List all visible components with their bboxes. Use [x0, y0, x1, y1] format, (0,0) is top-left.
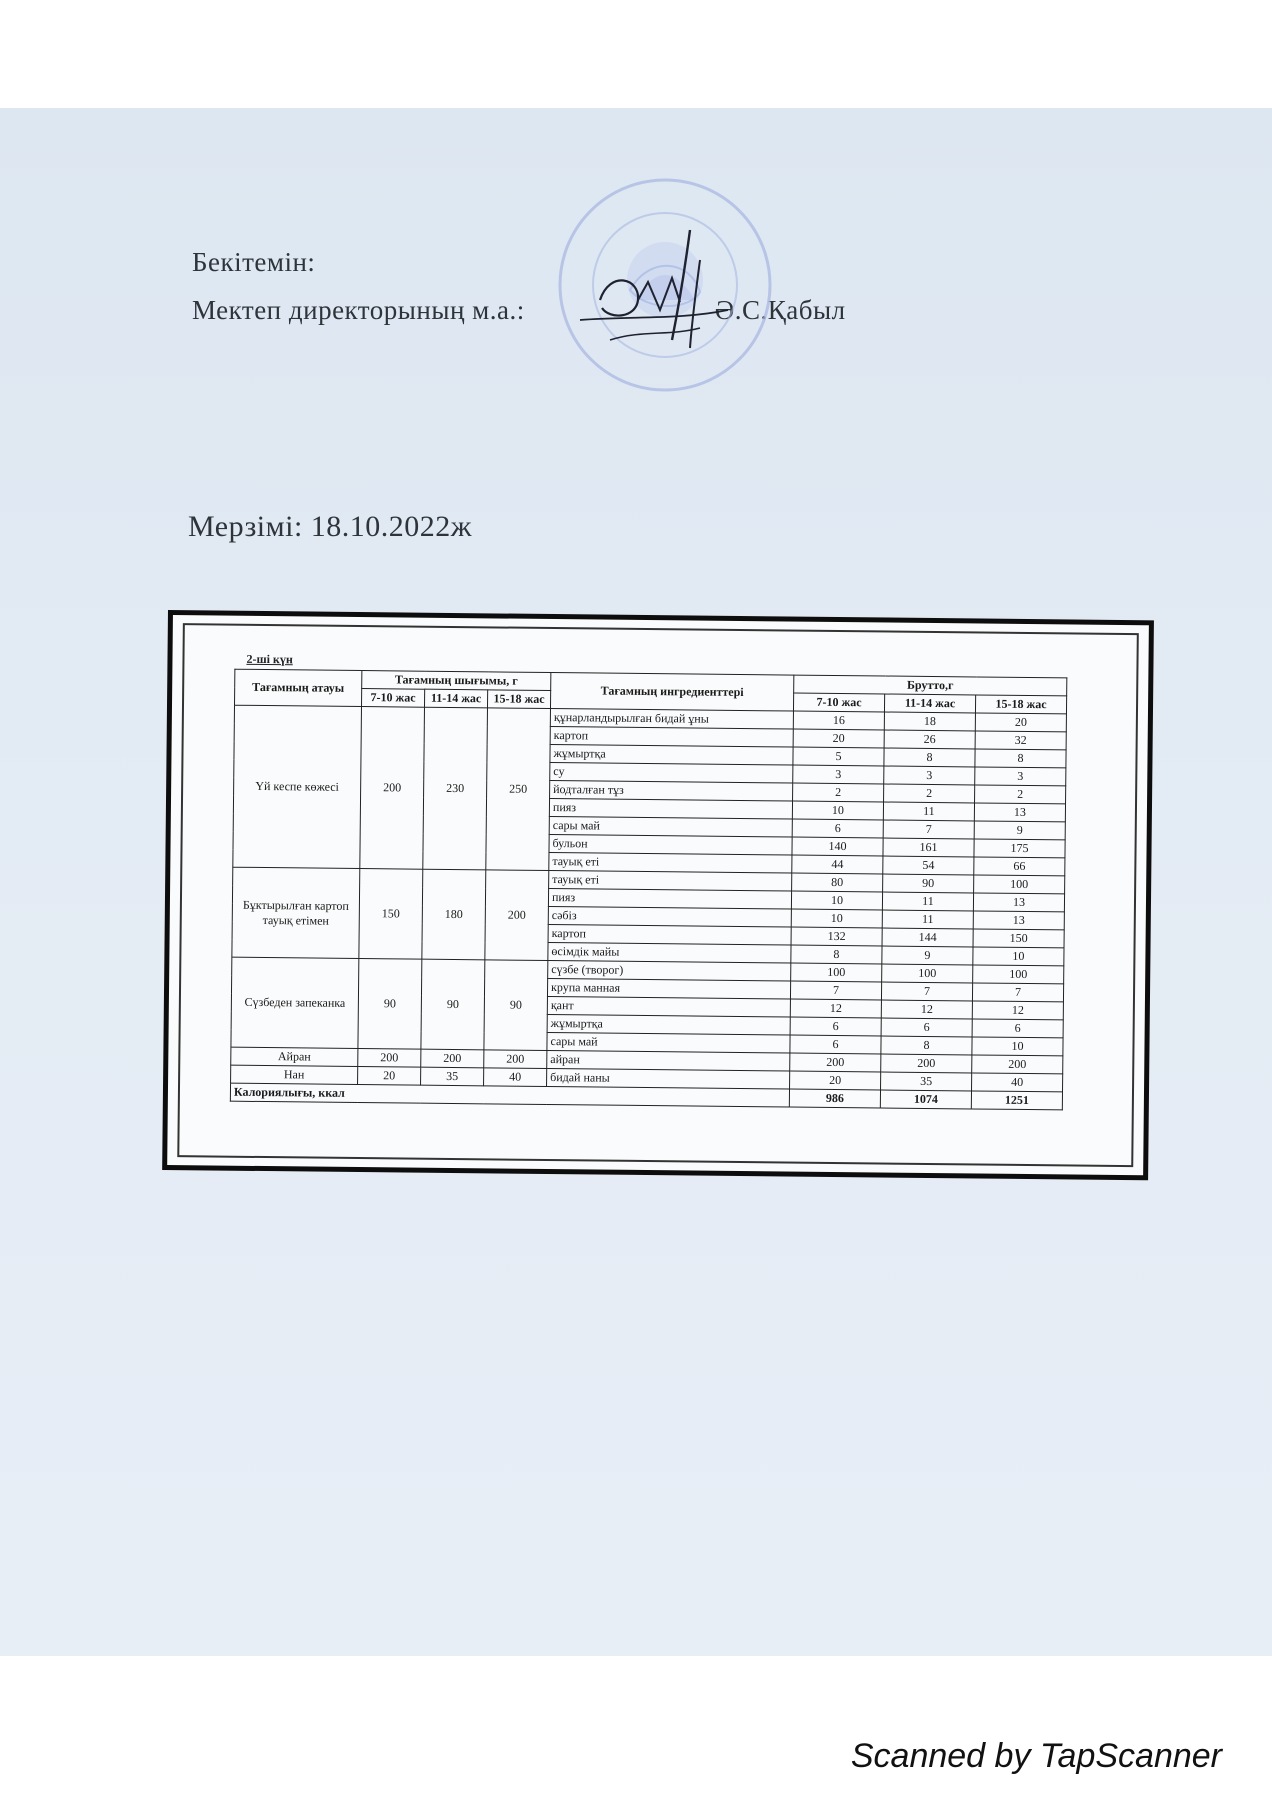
ingredient-cell: су [550, 763, 793, 784]
dish-name-cell: Үй кеспе көжесі [233, 705, 362, 868]
ingredient-cell: йодталған тұз [550, 781, 793, 802]
brutto-cell: 8 [975, 749, 1066, 768]
brutto-cell: 6 [792, 819, 883, 838]
header-ingredients: Тағамның ингредиенттері [550, 673, 793, 712]
brutto-cell: 8 [884, 748, 975, 767]
brutto-cell: 7 [881, 982, 972, 1001]
output-cell: 200 [421, 1049, 484, 1068]
brutto-cell: 3 [793, 765, 884, 784]
brutto-cell: 6 [790, 1017, 881, 1036]
menu-table-frame [162, 610, 1154, 1180]
brutto-cell: 13 [974, 803, 1065, 822]
calories-value: 1251 [971, 1091, 1062, 1110]
stamp-and-signature [540, 170, 790, 400]
ingredient-cell: бидай наны [547, 1068, 790, 1089]
output-cell: 180 [422, 869, 486, 960]
header-dish-name: Тағамның атауы [235, 669, 362, 706]
brutto-cell: 20 [975, 713, 1066, 732]
ingredient-cell: қант [547, 996, 790, 1017]
ingredient-cell: айран [547, 1050, 790, 1071]
brutto-cell: 20 [790, 1071, 881, 1090]
brutto-cell: 8 [791, 945, 882, 964]
brutto-cell: 200 [790, 1053, 881, 1072]
brutto-cell: 18 [884, 712, 975, 731]
ingredient-cell: пияз [548, 889, 791, 910]
ingredient-cell: картоп [550, 727, 793, 748]
ingredient-cell: жұмыртқа [550, 745, 793, 766]
ingredient-cell: жұмыртқа [547, 1014, 790, 1035]
approve-label: Бекітемін: [192, 247, 316, 277]
brutto-cell: 150 [973, 929, 1064, 948]
brutto-cell: 200 [972, 1055, 1063, 1074]
brutto-cell: 32 [975, 731, 1066, 750]
brutto-cell: 10 [973, 947, 1064, 966]
brutto-cell: 3 [884, 766, 975, 785]
scanner-watermark: Scanned by TapScanner [850, 1737, 1222, 1775]
brutto-cell: 6 [972, 1019, 1063, 1038]
header-output-age: 11-14 жас [424, 689, 487, 708]
header-output-age: 15-18 жас [487, 690, 550, 709]
brutto-cell: 5 [793, 747, 884, 766]
day-label: 2-ші күн [246, 651, 293, 667]
brutto-cell: 66 [974, 857, 1065, 876]
brutto-cell: 200 [881, 1054, 972, 1073]
brutto-cell: 161 [883, 838, 974, 857]
brutto-cell: 12 [790, 999, 881, 1018]
ingredient-cell: картоп [548, 924, 791, 945]
ingredient-cell: бульон [549, 835, 792, 856]
director-label: Мектеп директорының м.а.: [192, 295, 525, 325]
output-cell: 40 [484, 1068, 547, 1087]
ingredient-cell: құнарландырылған бидай ұны [550, 709, 793, 730]
brutto-cell: 13 [973, 911, 1064, 930]
calories-value: 986 [789, 1089, 880, 1108]
brutto-cell: 20 [793, 729, 884, 748]
output-cell: 90 [421, 959, 485, 1050]
output-cell: 90 [484, 960, 548, 1051]
ingredient-cell: өсімдік майы [548, 942, 791, 963]
brutto-cell: 100 [791, 963, 882, 982]
deadline-text: Мерзімі: 18.10.2022ж [188, 510, 473, 543]
brutto-cell: 100 [974, 875, 1065, 894]
brutto-cell: 7 [790, 981, 881, 1000]
dish-name-cell: Айран [231, 1047, 358, 1066]
brutto-cell: 7 [972, 983, 1063, 1002]
brutto-cell: 9 [974, 821, 1065, 840]
output-cell: 200 [484, 1050, 547, 1069]
output-cell: 35 [421, 1067, 484, 1086]
brutto-cell: 100 [973, 965, 1064, 984]
header-brutto-age: 11-14 жас [884, 694, 975, 713]
menu-table [230, 669, 1067, 1111]
brutto-cell: 10 [792, 801, 883, 820]
brutto-cell: 10 [791, 909, 882, 928]
ingredient-cell: сары май [547, 1032, 790, 1053]
output-cell: 250 [486, 708, 551, 871]
brutto-cell: 44 [792, 855, 883, 874]
brutto-cell: 11 [882, 892, 973, 911]
brutto-cell: 12 [972, 1001, 1063, 1020]
brutto-cell: 80 [792, 873, 883, 892]
brutto-cell: 6 [790, 1035, 881, 1054]
brutto-cell: 35 [881, 1072, 972, 1091]
header-output: Тағамның шығымы, г [362, 671, 551, 691]
dish-name-cell: Бұктырылған картоп тауық етімен [232, 867, 360, 958]
calories-value: 1074 [880, 1090, 971, 1109]
dish-name-cell: Сүзбеден запеканка [231, 957, 359, 1048]
brutto-cell: 2 [975, 785, 1066, 804]
ingredient-cell: сары май [549, 817, 792, 838]
brutto-cell: 54 [883, 856, 974, 875]
brutto-cell: 100 [882, 964, 973, 983]
brutto-cell: 9 [882, 946, 973, 965]
brutto-cell: 8 [881, 1036, 972, 1055]
brutto-cell: 175 [974, 839, 1065, 858]
brutto-cell: 7 [883, 820, 974, 839]
header-brutto-age: 7-10 жас [793, 693, 884, 712]
output-cell: 200 [360, 707, 425, 870]
output-cell: 150 [359, 869, 423, 960]
brutto-cell: 10 [972, 1037, 1063, 1056]
brutto-cell: 144 [882, 928, 973, 947]
header-brutto: Брутто,г [794, 675, 1067, 696]
header-brutto-age: 15-18 жас [975, 695, 1066, 714]
brutto-cell: 132 [791, 927, 882, 946]
brutto-cell: 13 [973, 893, 1064, 912]
brutto-cell: 11 [883, 802, 974, 821]
dish-name-cell: Нан [231, 1065, 358, 1084]
ingredient-cell: сәбіз [548, 906, 791, 927]
brutto-cell: 10 [791, 891, 882, 910]
brutto-cell: 6 [881, 1018, 972, 1037]
header-output-age: 7-10 жас [361, 689, 424, 708]
ingredient-cell: сүзбе (творог) [548, 960, 791, 981]
brutto-cell: 26 [884, 730, 975, 749]
brutto-cell: 90 [883, 874, 974, 893]
menu-table-body [230, 705, 1066, 1110]
brutto-cell: 40 [972, 1073, 1063, 1092]
ingredient-cell: тауық еті [549, 871, 792, 892]
output-cell: 230 [423, 707, 488, 870]
ingredient-cell: пияз [549, 799, 792, 820]
brutto-cell: 2 [793, 783, 884, 802]
ingredient-cell: крупа манная [547, 978, 790, 999]
output-cell: 200 [485, 870, 549, 961]
ingredient-cell: тауық еті [549, 853, 792, 874]
director-name: Ә.С.Қабыл [714, 295, 846, 325]
output-cell: 20 [358, 1067, 421, 1086]
output-cell: 90 [358, 959, 422, 1050]
brutto-cell: 2 [884, 784, 975, 803]
calories-label: Калориялығы, ккал [230, 1083, 789, 1107]
brutto-cell: 16 [793, 711, 884, 730]
output-cell: 200 [358, 1049, 421, 1068]
brutto-cell: 3 [975, 767, 1066, 786]
brutto-cell: 140 [792, 837, 883, 856]
brutto-cell: 11 [882, 910, 973, 929]
brutto-cell: 12 [881, 1000, 972, 1019]
